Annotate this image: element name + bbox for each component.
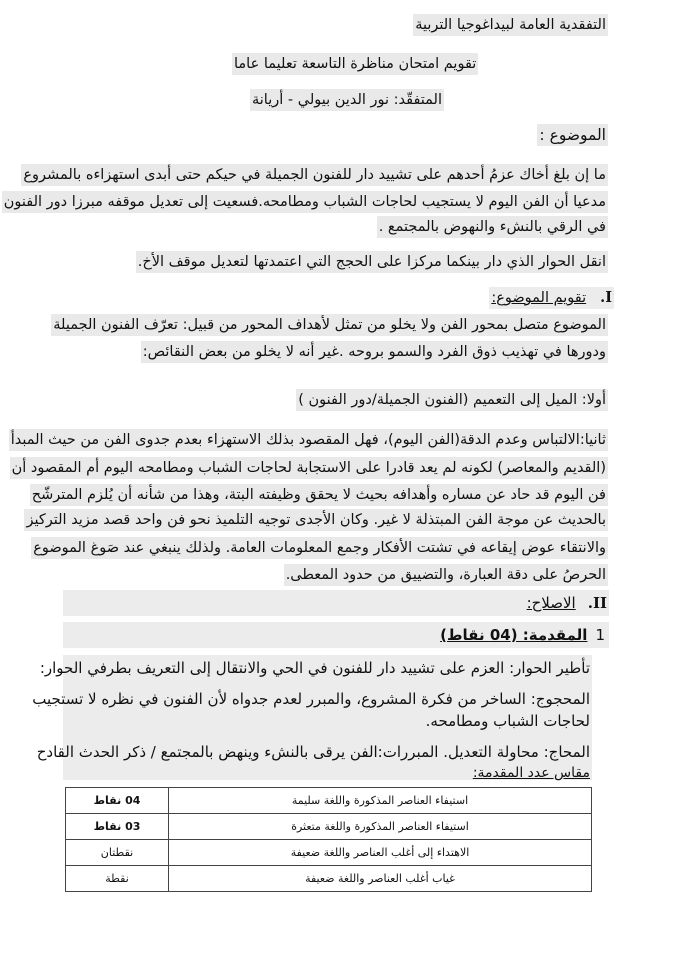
section-number: II. — [587, 594, 607, 612]
subsection-title: المقدمة: (04 نقاط) — [440, 626, 588, 644]
exam-title: تقويم امتحان مناظرة التاسعة تعليما عاما — [232, 53, 478, 75]
subject-line: مدعيا أن الفن اليوم لا يستجيب لحاجات الشباب ومطامحه.فسعيت إلى تعديل موقفه مبرزا دور الفنون — [2, 191, 608, 213]
framing: تأطير الحوار: العزم على تشييد دار للفنون في الحي والانتقال إلى التعريف بطرفي الحوار: — [39, 659, 590, 677]
section1-intro: الموضوع متصل بمحور الفن ولا يخلو من تمثل لأهداف المحور من قبيل: تعرّف الفنون الجميلة — [51, 314, 608, 336]
table-row — [66, 840, 592, 866]
criterion: غياب أغلب العناصر واللغة ضعيفة — [169, 866, 592, 892]
second-remark: (القديم والمعاصر) لكونه لم يعد قادرا على الاستجابة لحاجات الشباب ومطامحه اليوم أم المقصود أن — [10, 457, 608, 479]
section-title: تقويم الموضوع: — [491, 290, 587, 306]
arguer: المحاج: محاولة التعديل. المبررات:الفن يرقى بالنشء وينهض بالمجتمع / ذكر الحدث القادح — [36, 743, 590, 761]
section1-heading — [489, 287, 614, 309]
first-remark: أولا: الميل إلى التعميم (الفنون الجميلة/دور الفنون ) — [296, 389, 608, 411]
second-remark: فن اليوم قد حاد عن مساره وأهدافه بحيث لا يحقق وظيفته البتة، وهذا من شأنه أن يُلزم المترشّح — [30, 484, 608, 506]
subject-line: ما إن بلغ أخاك عزمُ أحدهم على تشييد دار للفنون الجميلة في حيكم حتى أبدى استهزاءه بالمشروع — [21, 164, 608, 186]
opponent: المحجوج: الساخر من فكرة المشروع، والمبرر لعدم جدواه لأن الفنون في نظره لا تستجيب — [32, 690, 590, 708]
points: نقطتان — [66, 840, 169, 866]
second-remark: بالحديث عن موجة الفن المبتذلة لا غير. وكان الأجدى توجيه التلميذ نحو فن واحد قصد مزيد التركيز — [24, 509, 608, 531]
table-row — [66, 814, 592, 840]
section1-intro: ودورها في تهذيب ذوق الفرد والسمو بروحه .غير أنه لا يخلو من بعض النقائص: — [141, 341, 608, 363]
intro-heading — [63, 622, 609, 648]
subsection-number: 1 — [595, 626, 605, 644]
section-title: الاصلاح: — [526, 594, 576, 612]
rubric-title: مقاس عدد المقدمة: — [472, 765, 590, 781]
institution: التفقدية العامة لبيداغوجيا التربية — [413, 14, 608, 36]
subject-label: الموضوع : — [539, 126, 606, 144]
criterion: استيفاء العناصر المذكورة واللغة متعثرة — [169, 814, 592, 840]
section2-heading — [63, 590, 609, 616]
second-remark: الحرصُ على دقة العبارة، والتضييق من حدود المعطى. — [284, 564, 608, 586]
criterion: استيفاء العناصر المذكورة واللغة سليمة — [169, 788, 592, 814]
opponent: لحاجات الشباب ومطامحه. — [425, 712, 590, 730]
table-row — [66, 788, 592, 814]
table-row — [66, 866, 592, 892]
second-remark: والانتقاء عوض إيقاعه في تشتت الأفكار وجمع المعلومات العامة. ولذلك ينبغي عند صَوغ الموضوع — [31, 537, 608, 559]
criterion: الاهتداء إلى أغلب العناصر واللغة ضعيفة — [169, 840, 592, 866]
second-remark: ثانيا:الالتباس وعدم الدقة(الفن اليوم)، فهل المقصود بذلك الاستهزاء بعدم جدوى الفن من حيث المبدأ — [9, 429, 608, 451]
subject-line: في الرقي بالنشء والنهوض بالمجتمع . — [377, 216, 608, 238]
rubric-table — [65, 787, 592, 892]
section-number: I. — [600, 289, 612, 306]
inspector: المتفقّد: نور الدين بيولي - أريانة — [250, 89, 444, 111]
points: 04 نقاط — [66, 788, 169, 814]
subject-instruction: انقل الحوار الذي دار بينكما مركزا على الحجج التي اعتمدتها لتعديل موقف الأخ. — [136, 251, 608, 273]
points: 03 نقاط — [66, 814, 169, 840]
points: نقطة — [66, 866, 169, 892]
